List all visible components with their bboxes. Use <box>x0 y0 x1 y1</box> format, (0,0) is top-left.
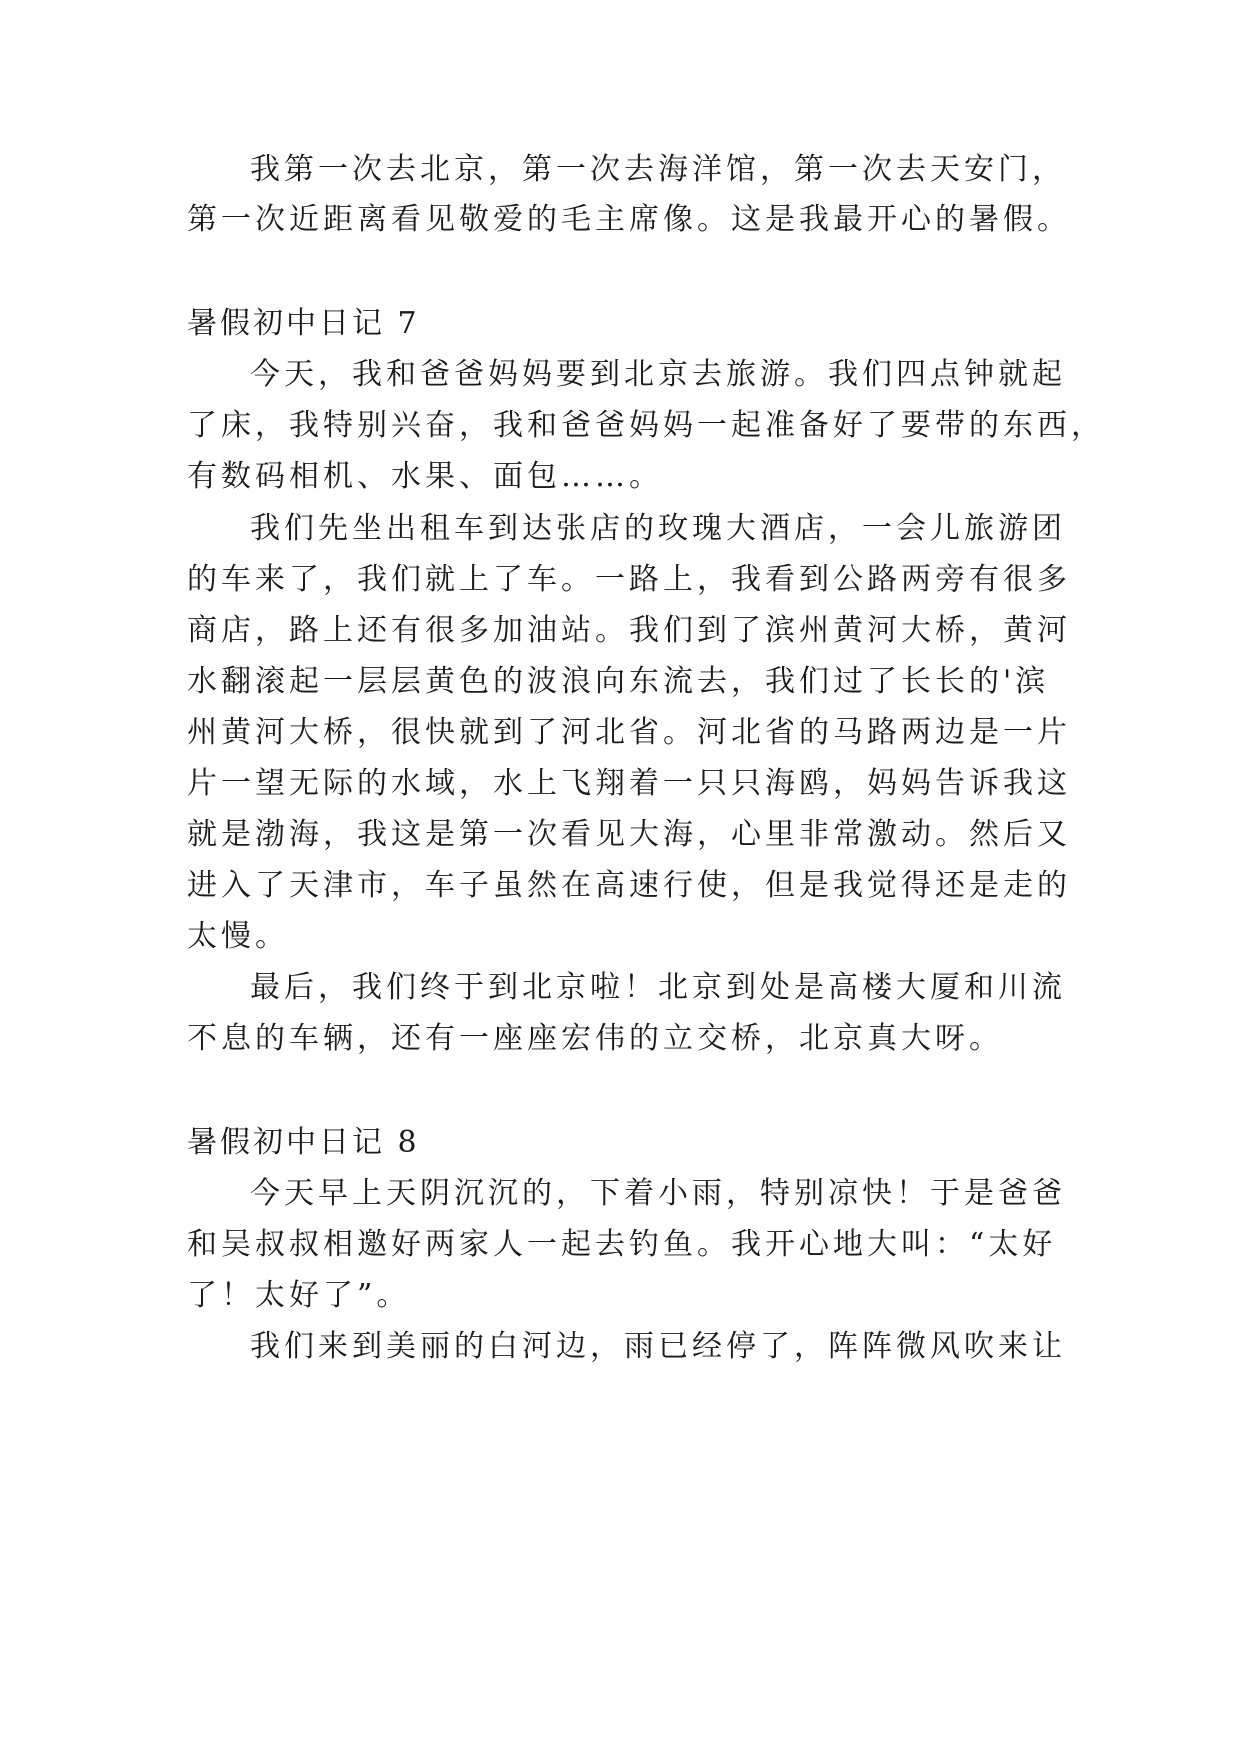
entry7-p2-line-3: 商店，路上还有很多加油站。我们到了滨州黄河大桥，黄河 <box>187 613 1071 648</box>
entry8-p1-line-3: 了！太好了”。 <box>187 1278 411 1313</box>
entry7-p3-line-2: 不息的车辆，还有一座座宏伟的立交桥，北京真大呀。 <box>187 1021 1003 1056</box>
entry7-p3-line-1: 最后，我们终于到北京啦！北京到处是高楼大厦和川流 <box>250 970 1066 1005</box>
entry7-p2-line-2: 的车来了，我们就上了车。一路上，我看到公路两旁有很多 <box>187 562 1071 597</box>
entry7-p2-line-9: 太慢。 <box>187 919 289 954</box>
entry7-p2-line-5: 州黄河大桥，很快就到了河北省。河北省的马路两边是一片 <box>187 715 1071 750</box>
entry7-p2-line-6: 片一望无际的水域，水上飞翔着一只只海鸥，妈妈告诉我这 <box>187 766 1071 801</box>
entry7-p2-line-7: 就是渤海，我这是第一次看见大海，心里非常激动。然后又 <box>187 817 1071 852</box>
entry8-p2-line-1: 我们来到美丽的白河边，雨已经停了，阵阵微风吹来让 <box>250 1329 1066 1364</box>
entry7-p1-line-2: 了床，我特别兴奋，我和爸爸妈妈一起准备好了要带的东西， <box>187 408 1105 443</box>
entry7-p2-line-1: 我们先坐出租车到达张店的玫瑰大酒店，一会儿旅游团 <box>250 511 1066 546</box>
entry7-title: 暑假初中日记 7 <box>187 306 420 341</box>
entry8-p1-line-2: 和吴叔叔相邀好两家人一起去钓鱼。我开心地大叫：“太好 <box>187 1227 1057 1262</box>
entry7-p2-line-8: 进入了天津市，车子虽然在高速行使，但是我觉得还是走的 <box>187 868 1071 903</box>
intro-line-1: 我第一次去北京，第一次去海洋馆，第一次去天安门， <box>250 152 1066 187</box>
entry7-p2-line-4: 水翻滚起一层层黄色的波浪向东流去，我们过了长长的'滨 <box>187 664 1050 699</box>
entry8-p1-line-1: 今天早上天阴沉沉的，下着小雨，特别凉快！于是爸爸 <box>250 1176 1066 1211</box>
intro-line-2: 第一次近距离看见敬爱的毛主席像。这是我最开心的暑假。 <box>187 202 1071 237</box>
entry7-p1-line-1: 今天，我和爸爸妈妈要到北京去旅游。我们四点钟就起 <box>250 357 1066 392</box>
entry8-title: 暑假初中日记 8 <box>187 1125 420 1160</box>
entry7-p1-line-3: 有数码相机、水果、面包……。 <box>187 459 663 494</box>
